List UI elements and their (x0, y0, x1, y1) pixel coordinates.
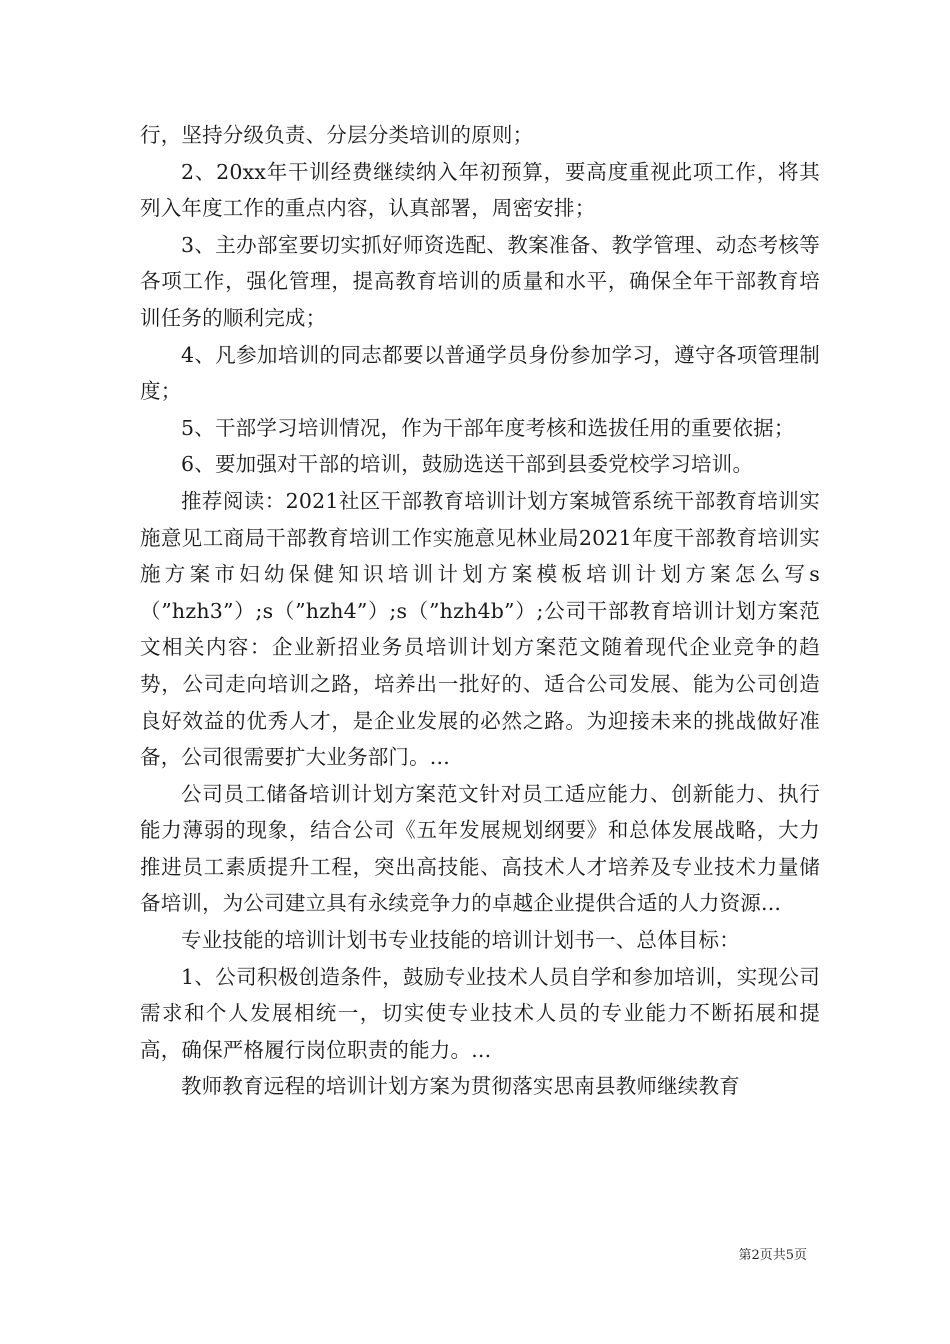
paragraph-skills-item-1: 1、公司积极创造条件，鼓励专业技术人员自学和参加培训，实现公司需求和个人发展相统一，切实使专业技术人员的专业能力不断拓展和提高，确保严格履行岗位职责的能力。... (140, 964, 820, 1062)
paragraph-staff-reserve-training: 公司员工储备培训计划方案范文针对员工适应能力、创新能力、执行能力薄弱的现象，结合公司《五年发展规划纲要》和总体发展战略，大力推进员工素质提升工程，突出高技能、高技术人才培养及专业技术力量储备培训，为公司建立具有永续竞争力的卓越企业提供合适的人力资源... (140, 781, 820, 916)
page-number-footer: 第2页共5页 (738, 1248, 807, 1263)
paragraph-item-5: 5、干部学习培训情况，作为干部年度考核和选拔任用的重要依据； (181, 415, 795, 440)
paragraph-item-2: 2、20xx年干训经费继续纳入年初预算，要高度重视此项工作，将其列入年度工作的重点内容，认真部署，周密安排； (140, 159, 820, 221)
document-body (140, 117, 820, 1105)
paragraph-teacher-remote-training: 教师教育远程的培训计划方案为贯彻落实思南县教师继续教育 (181, 1074, 740, 1099)
paragraph-principle-continuation: 行，坚持分级负责、分层分类培训的原则； (140, 123, 534, 147)
paragraph-recommended-reading: 推荐阅读：2021社区干部教育培训计划方案城管系统干部教育培训实施意见工商局干部教育培训工作实施意见林业局2021年度干部教育培训实施方案市妇幼保健知识培训计划方案模板培训计划方案怎么写s（”hzh3”）;s（”hzh4”）;s（”hzh4b”）;公司干部教育培训计划方案范文相关内容：企业新招业务员培训计划方案范文随着现代企业竞争的趋势，公司走向培训之路，培养出一批好的、适合公司发展、能为公司创造良好效益的优秀人才，是企业发展的必然之路。为迎接未来的挑战做好准备，公司很需要扩大业务部门。... (140, 488, 820, 770)
paragraph-item-4: 4、凡参加培训的同志都要以普通学员身份参加学习，遵守各项管理制度； (140, 342, 820, 404)
paragraph-professional-skills-title: 专业技能的培训计划书专业技能的培训计划书一、总体目标： (181, 928, 740, 953)
paragraph-item-3: 3、主办部室要切实抓好师资选配、教案准备、教学管理、动态考核等各项工作，强化管理，提高教育培训的质量和水平，确保全年干部教育培训任务的顺利完成； (140, 232, 820, 330)
paragraph-item-6: 6、要加强对干部的培训，鼓励选送干部到县委党校学习培训。 (181, 452, 754, 477)
